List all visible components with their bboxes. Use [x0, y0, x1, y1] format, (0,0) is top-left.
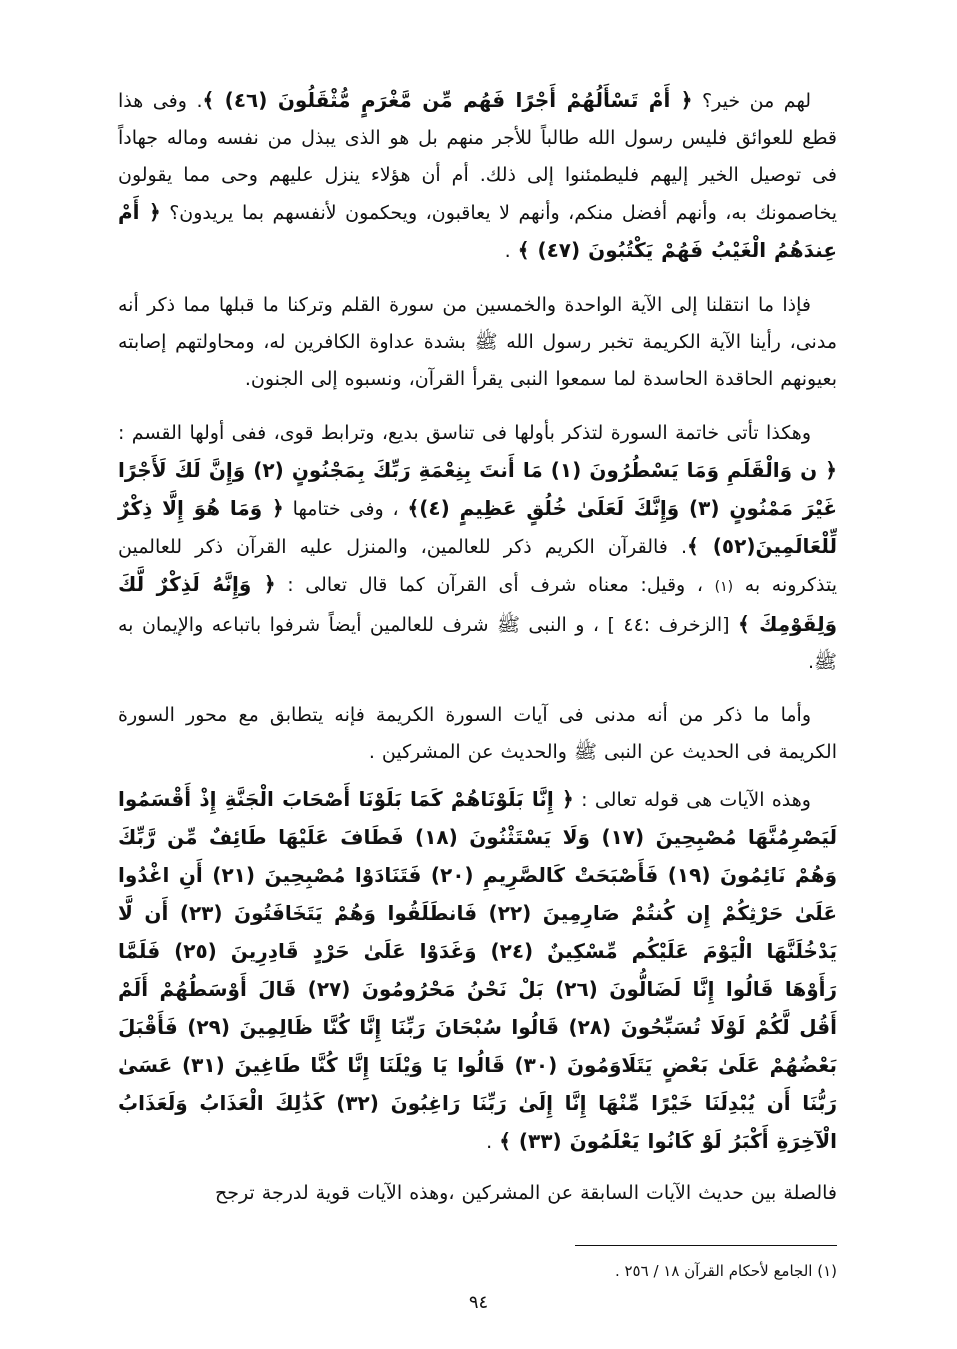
body-text-run: ، وفى ختامها: [283, 498, 408, 520]
body-text-run: فالصلة بين حديث الآيات السابقة عن المشركين ،وهذه الآيات قوية لدرجة ترجح: [214, 1182, 837, 1204]
body-text-run: .: [486, 1131, 500, 1153]
page-number: ٩٤: [468, 1292, 489, 1313]
body-text-run: . وفى هذا قطع للعوائق فليس رسول الله طالباً للأجر منهم بل هو الذى يبذل من نفسه وماله جهاداً فى توصيل الخير إليهم فليطمئنوا إلى ذلك. أم أن هؤلاء ينزل عليهم وحى مما يقولون يخاصمونك به، وأنهم أفضل منكم، وأنهم لا يعاقبون، ويحكمون لأنفسهم بما يريدون؟: [118, 90, 837, 224]
paragraph-4: [118, 697, 837, 771]
paragraph-2: [118, 287, 837, 398]
footnote-reference: (١): [714, 579, 734, 595]
paragraph-1: [118, 82, 837, 270]
paragraph-3: [118, 415, 837, 681]
quran-verse: ﴿ أَمْ عِندَهُمُ الْغَيْبُ فَهُمْ يَكْتُبُونَ (٤٧) ﴾: [118, 200, 837, 262]
body-text-run: .: [504, 240, 518, 262]
quran-verse: ﴿ إِنَّا بَلَوْنَاهُمْ كَمَا بَلَوْنَا أَصْحَابَ الْجَنَّةِ إِذْ أَقْسَمُوا لَيَصْرِمُنَّهَا مُصْبِحِينَ (١٧) وَلَا يَسْتَثْنُونَ (١٨) فَطَافَ عَلَيْهَا طَائِفٌ مِّن رَّبِّكَ وَهُمْ نَائِمُونَ (١٩) فَأَصْبَحَتْ كَالصَّرِيمِ (٢٠) فَتَنَادَوْا مُصْبِحِينَ (٢١) أَنِ اغْدُوا عَلَىٰ حَرْثِكُمْ إِن كُنتُمْ صَارِمِينَ (٢٢) فَانطَلَقُوا وَهُمْ يَتَخَافَتُونَ (٢٣) أَن لَّا يَدْخُلَنَّهَا الْيَوْمَ عَلَيْكُم مِّسْكِينٌ (٢٤) وَغَدَوْا عَلَىٰ حَرْدٍ قَادِرِينَ (٢٥) فَلَمَّا رَأَوْهَا قَالُوا إِنَّا لَضَالُّونَ (٢٦) بَلْ نَحْنُ مَحْرُومُونَ (٢٧) قَالَ أَوْسَطُهُمْ أَلَمْ أَقُل لَّكُمْ لَوْلَا تُسَبِّحُونَ (٢٨) قَالُوا سُبْحَانَ رَبِّنَا إِنَّا كُنَّا ظَالِمِينَ (٢٩) فَأَقْبَلَ بَعْضُهُمْ عَلَىٰ بَعْضٍ يَتَلَاوَمُونَ (٣٠) قَالُوا يَا وَيْلَنَا إِنَّا كُنَّا طَاغِينَ (٣١) عَسَىٰ رَبُّنَا أَن يُبْدِلَنَا خَيْرًا مِّنْهَا إِنَّا إِلَىٰ رَبِّنَا رَاغِبُونَ (٣٢) كَذَٰلِكَ الْعَذَابُ وَلَعَذَابُ الْآخِرَةِ أَكْبَرُ لَوْ كَانُوا يَعْلَمُونَ (٣٣) ﴾: [118, 787, 838, 1153]
body-text-run: وهكذا تأتى خاتمة السورة لتذكر بأولها فى تناسق بديع، وترابط قوى، ففى أولها القسم :: [118, 422, 811, 444]
body-text-run: وأما ما ذكر من أنه مدنى فى آيات السورة الكريمة فإنه يتطابق مع محور السورة الكريمة فى الحديث عن النبى ﷺ والحديث عن المشركين .: [118, 704, 837, 763]
body-text-run: . فالقرآن الكريم ذكر للعالمين، والمنزل عليه القرآن ذكر للعالمين يتذكرونه به: [118, 536, 837, 596]
body-text-run: ، وقيل: معناه شرف أى القرآن كما قال تعالى :: [275, 574, 715, 596]
quran-verse: ﴿ أَمْ تَسْأَلُهُمْ أَجْرًا فَهُم مِّن مَّغْرَمٍ مُّثْقَلُونَ (٤٦) ﴾: [202, 88, 693, 112]
footnote-divider: [575, 1245, 837, 1246]
body-text-run: [الزخرف :٤٤ ] ، و النبى ﷺ شرف للعالمين أيضاً شرفوا باتباعه والإيمان به ﷺ.: [118, 614, 837, 673]
quran-verse: ﴿ وَإِنَّهُ لَذِكْرٌ لَّكَ وَلِقَوْمِكَ ﴾: [118, 572, 838, 636]
body-text-run: لهم من خير؟: [692, 90, 811, 112]
quran-verse: ﴿ وَمَا هُوَ إِلَّا ذِكْرٌ لِّلْعَالَمِينَ(٥٢) ﴾: [118, 496, 838, 558]
body-text: [118, 82, 837, 1212]
quran-verse: ﴿ ن وَالْقَلَمِ وَمَا يَسْطُرُونَ (١) مَا أَنتَ بِنِعْمَةِ رَبِّكَ بِمَجْنُونٍ (٢) وَإِنَّ لَكَ لَأَجْرًا غَيْرَ مَمْنُونٍ (٣) وَإِنَّكَ لَعَلَىٰ خُلُقٍ عَظِيمٍ (٤)﴾: [118, 458, 837, 520]
paragraph-6: [118, 1175, 837, 1212]
paragraph-5: [118, 781, 837, 1161]
footnote: (١) الجامع لأحكام القرآن ١٨ / ٢٥٦ .: [614, 1262, 837, 1280]
body-text-run: وهذه الآيات هى قوله تعالى :: [573, 789, 811, 811]
body-text-run: فإذا ما انتقلنا إلى الآية الواحدة والخمسين من سورة القلم وتركنا ما قبلها مما ذكر أنه مدنى، رأينا الآية الكريمة تخبر رسول الله ﷺ بشدة عداوة الكافرين له، ومحاولتهم إصابته بعيونهم الحاقدة الحاسدة لما سمعوا النبى يقرأ القرآن، ونسبوه إلى الجنون.: [118, 294, 837, 390]
